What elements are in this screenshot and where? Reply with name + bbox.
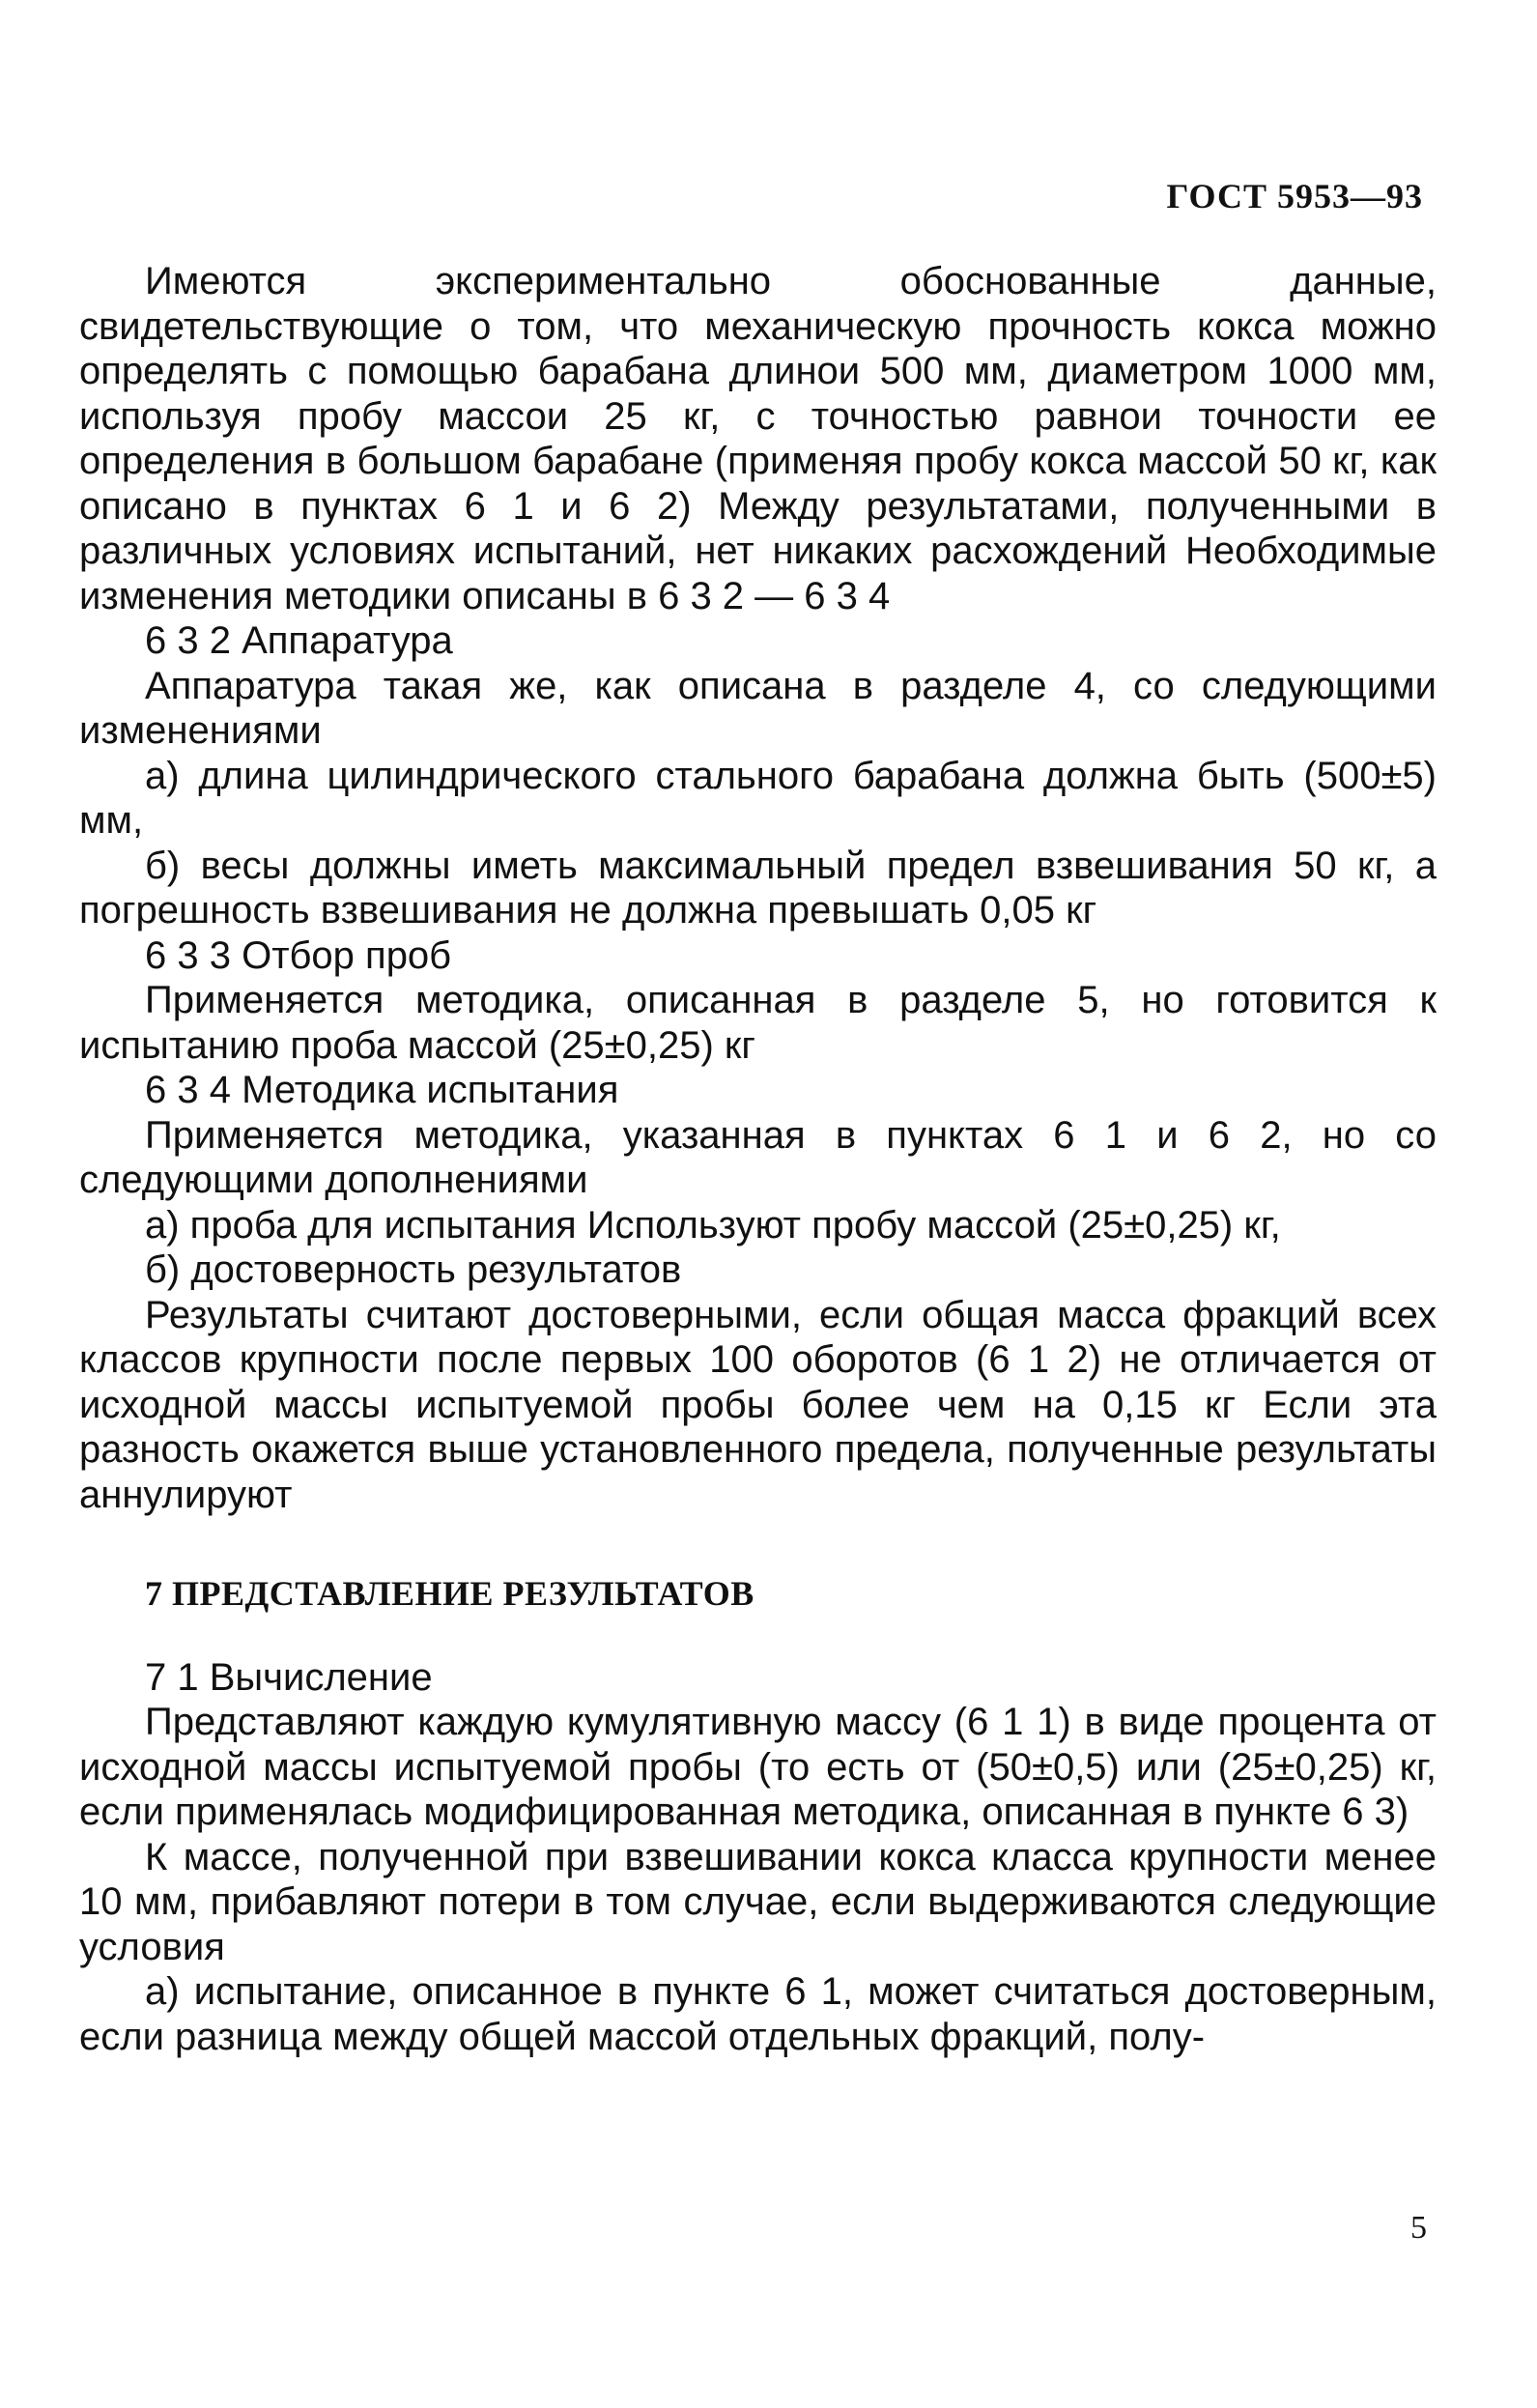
paragraph-losses: К массе, полученной при взвешивании кокса класса крупности менее 10 мм, прибавляют потери в том случае, если выдерживаются следующие условия	[79, 1835, 1437, 1968]
paragraph-reliability: Результаты считают достоверными, если общая масса фракций всех классов крупности после первых 100 оборотов (6 1 2) не отличается от исходной массы испытуемой пробы более чем на 0,15 кг Если эта разность окажется выше установленного предела, полученные результаты аннулируют	[79, 1293, 1437, 1516]
subsection-heading-sampling: 6 3 3 Отбор проб	[145, 933, 452, 977]
paragraph-sampling: Применяется методика, описанная в разделе 5, но готовится к испытанию проба массой (25±0,25) кг	[79, 979, 1437, 1067]
list-item-reliability: б) достоверность результатов	[145, 1248, 682, 1291]
list-item-scales: б) весы должны иметь максимальный предел взвешивания 50 кг, а погрешность взвешивания не должна превышать 0,05 кг	[79, 844, 1437, 932]
section-title: 7 ПРЕДСТАВЛЕНИЕ РЕЗУЛЬТАТОВ	[145, 1574, 754, 1613]
document-body	[79, 259, 1437, 2059]
page-number: 5	[1410, 2210, 1427, 2246]
subsection-heading-apparatus: 6 3 2 Аппаратура	[145, 619, 453, 662]
list-item-condition-a: а) испытание, описанное в пункте 6 1, может считаться достоверным, если разница между общей массой отдельных фракций, полу-	[79, 1970, 1437, 2058]
paragraph-calculation: Представляют каждую кумулятивную массу (6 1 1) в виде процента от исходной массы испытуемой пробы (то есть от (50±0,5) или (25±0,25) кг, если применялась модифицированная методика, описанная в пункте 6 3)	[79, 1701, 1437, 1833]
list-item-test-sample: а) проба для испытания Используют пробу массой (25±0,25) кг,	[145, 1203, 1281, 1247]
list-item-drum-length: а) длина цилиндрического стального барабана должна быть (500±5) мм,	[79, 754, 1437, 842]
subsection-heading-test-method: 6 3 4 Методика испытания	[145, 1069, 619, 1111]
subsection-heading-calculation: 7 1 Вычисление	[145, 1655, 433, 1699]
paragraph-test-method: Применяется методика, указанная в пунктах 6 1 и 6 2, но со следующими дополнениями	[79, 1113, 1437, 1201]
document-code: ГОСТ 5953—93	[1166, 177, 1423, 215]
paragraph-apparatus: Аппаратура такая же, как описана в разделе 4, со следующими изменениями	[79, 664, 1437, 752]
paragraph-intro: Имеются экспериментально обоснованные данные, свидетельствующие о том, что механическую прочность кокса можно определять с помощью барабана длинои 500 мм, диаметром 1000 мм, используя пробу массои 25 кг, с точностью равнои точности ее определения в большом барабане (применяя пробу кокса массой 50 кг, как описано в пунктах 6 1 и 6 2) Между результатами, полученными в различных условиях испытаний, нет никаких расхождений Необходимые изменения методики описаны в 6 3 2 — 6 3 4	[79, 260, 1437, 617]
